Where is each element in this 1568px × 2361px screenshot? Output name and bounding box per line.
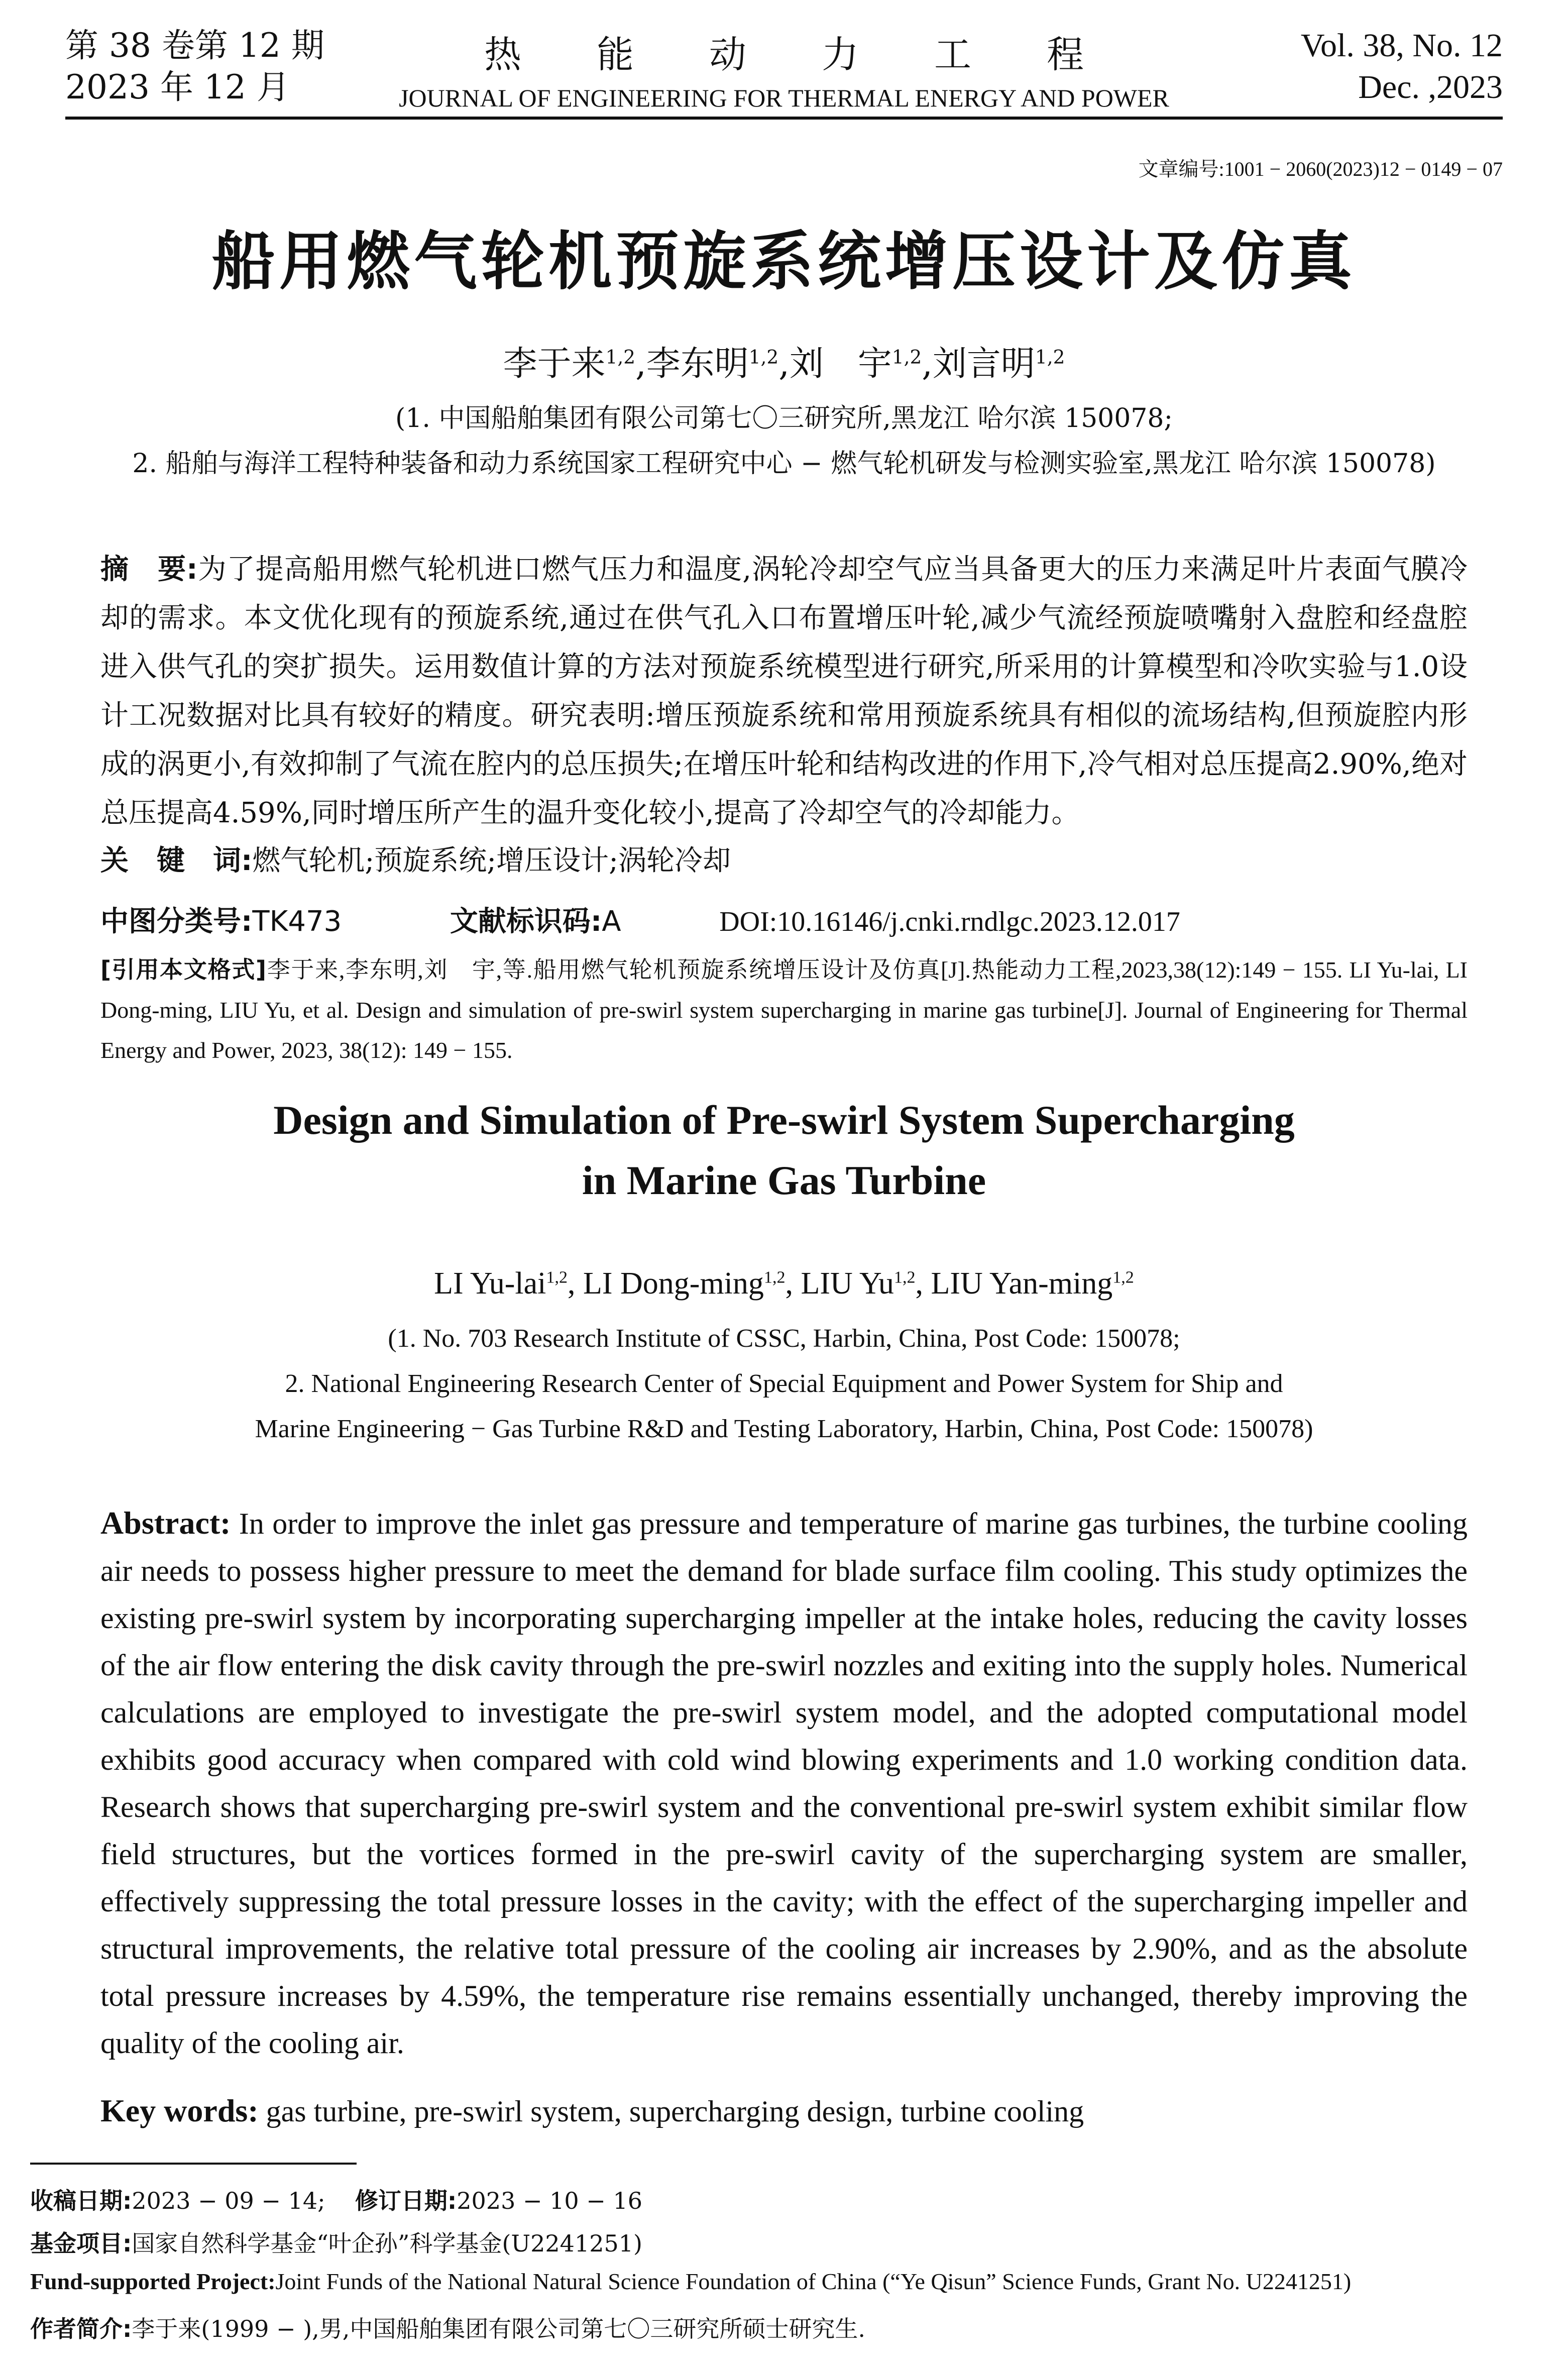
title-en-line-1: Design and Simulation of Pre-swirl System Supercharging — [273, 1097, 1295, 1143]
keywords-cn-text: 燃气轮机;预旋系统;增压设计;涡轮冷却 — [252, 844, 731, 877]
received-value: 2023 − 09 − 14; — [132, 2187, 325, 2214]
footnote-rule — [30, 2163, 357, 2165]
abstract-en-label: Abstract: — [100, 1505, 231, 1541]
header-rule — [65, 117, 1503, 120]
citation-text: 李于来,李东明,刘 宇,等.船用燃气轮机预旋系统增压设计及仿真[J].热能动力工程,2023,38(12):149 − 155. LI Yu-lai, LI Dong-ming, LIU Yu, et al. Design and simulation of pre-swirl system supercharging in marine gas turbine[J]. Journal of Engineering for Thermal Energy and Power, 2023, 38(12): 149 − 155. — [100, 957, 1468, 1063]
volume-issue-en: Vol. 38, No. 12 — [1300, 27, 1503, 64]
fund-cn-label: 基金项目: — [30, 2230, 132, 2257]
author-en: LI Yu-lai$^{1,2}$ — [434, 1266, 568, 1301]
keywords-en-label: Key words: — [100, 2093, 259, 2128]
title-en-line-2: in Marine Gas Turbine — [582, 1157, 986, 1203]
authors-cn: 李于来$^{1,2}$,李东明$^{1,2}$,刘 宇$^{1,2}$,刘言明$^{1,2}$ — [503, 344, 1065, 384]
author-cn: 李东明$^{1,2}$ — [646, 344, 779, 384]
author-cn: 李于来$^{1,2}$ — [503, 344, 636, 384]
fund-en-label: Fund-supported Project: — [30, 2269, 276, 2294]
footnote-dates — [30, 2183, 1537, 2216]
revised-label: 修订日期: — [355, 2187, 457, 2214]
affiliation-cn-1: (1. 中国船舶集团有限公司第七〇三研究所,黑龙江 哈尔滨 150078; — [395, 403, 1173, 434]
affiliation-cn-2: 2. 船舶与海洋工程特种装备和动力系统国家工程研究中心 − 燃气轮机研发与检测实验室,黑龙江 哈尔滨 150078) — [132, 449, 1436, 479]
journal-name-en: JOURNAL OF ENGINEERING FOR THERMAL ENERGY AND POWER — [399, 84, 1169, 112]
affiliation-en-2: 2. National Engineering Research Center of Special Equipment and Power System for Ship and — [285, 1369, 1283, 1398]
date-en: Dec. ,2023 — [1358, 68, 1503, 105]
citation — [100, 949, 1468, 1070]
author-bio-label: 作者简介: — [30, 2315, 132, 2342]
title-cn: 船用燃气轮机预旋系统增压设计及仿真 — [212, 225, 1356, 298]
clc-value: TK473 — [252, 905, 342, 938]
title-en — [0, 1090, 1568, 1211]
footnote-author-bio — [30, 2311, 1537, 2344]
authors-en: LI Yu-lai$^{1,2}$, LI Dong-ming$^{1,2}$, LIU Yu$^{1,2}$, LIU Yan-ming$^{1,2}$ — [434, 1266, 1134, 1301]
citation-label: [引用本文格式] — [100, 956, 267, 983]
keywords-en-text: gas turbine, pre-swirl system, supercharging design, turbine cooling — [266, 2095, 1084, 2128]
doc-label: 文献标识码: — [450, 905, 602, 938]
fund-en-value: Joint Funds of the National Natural Science Foundation of China (“Ye Qisun” Science Funds, Grant No. U2241251) — [275, 2269, 1352, 2294]
abstract-cn-label: 摘 要: — [100, 553, 198, 586]
author-cn: 刘言明$^{1,2}$ — [932, 344, 1065, 384]
author-en: LI Dong-ming$^{1,2}$ — [583, 1266, 786, 1301]
date-cn: 2023 年 12 月 — [65, 67, 290, 106]
author-bio-value: 李于来(1999 − ),男,中国船舶集团有限公司第七〇三研究所硕士研究生. — [132, 2315, 866, 2342]
affiliation-en-3: Marine Engineering − Gas Turbine R&D and Testing Laboratory, Harbin, China, Post Code: 150078) — [255, 1415, 1313, 1443]
keywords-cn-label: 关 键 词: — [100, 844, 253, 877]
keywords-en — [100, 2087, 1468, 2135]
abstract-en — [100, 1499, 1468, 2067]
author-en: LIU Yu$^{1,2}$ — [801, 1266, 916, 1301]
doc-value: A — [602, 905, 621, 938]
doi: DOI:10.16146/j.cnki.rndlgc.2023.12.017 — [719, 906, 1180, 937]
footnote-fund-cn — [30, 2225, 1537, 2259]
fund-cn-value: 国家自然科学基金“叶企孙”科学基金(U2241251) — [132, 2230, 642, 2257]
author-en: LIU Yan-ming$^{1,2}$ — [931, 1266, 1134, 1301]
abstract-en-text: In order to improve the inlet gas pressure and temperature of marine gas turbines, the turbine cooling air needs to possess higher pressure to meet the demand for blade surface film cooling. This study optimizes the existing pre-swirl system by incorporating supercharging impeller at the intake holes, reducing the cavity losses of the air flow entering the disk cavity through the pre-swirl nozzles and exiting into the supply holes. Numerical calculations are employed to investigate the pre-swirl system model, and the adopted computational model exhibits good accuracy when compared with cold wind blowing experiments and 1.0 working condition data. Research shows that supercharging pre-swirl system and the conventional pre-swirl system exhibit similar flow field structures, but the vortices formed in the pre-swirl cavity of the supercharging system are smaller, effectively suppressing the total pressure losses in the cavity; with the effect of the supercharging impeller and structural improvements, the relative total pressure of the cooling air increases by 2.90%, and as the absolute total pressure increases by 4.59%, the temperature rise remains essentially unchanged, thereby improving the quality of the cooling air. — [100, 1507, 1468, 2060]
received-label: 收稿日期: — [30, 2187, 132, 2214]
keywords-cn — [100, 836, 1468, 885]
journal-name-cn: 热能动力工程 — [484, 33, 1159, 76]
footnote-fund-en — [30, 2268, 1537, 2295]
abstract-cn — [100, 545, 1468, 837]
article-number: 文章编号:1001 − 2060(2023)12 − 0149 − 07 — [1138, 158, 1503, 180]
affiliation-en-1: (1. No. 703 Research Institute of CSSC, Harbin, China, Post Code: 150078; — [388, 1324, 1180, 1353]
header-volume-en — [1301, 25, 1503, 108]
abstract-cn-text: 为了提高船用燃气轮机进口燃气压力和温度,涡轮冷却空气应当具备更大的压力来满足叶片表面气膜冷却的需求。本文优化现有的预旋系统,通过在供气孔入口布置增压叶轮,减少气流经预旋喷嘴射入盘腔和经盘腔进入供气孔的突扩损失。运用数值计算的方法对预旋系统模型进行研究,所采用的计算模型和冷吹实验与1.0设计工况数据对比具有较好的精度。研究表明:增压预旋系统和常用预旋系统具有相似的流场结构,但预旋腔内形成的涡更小,有效抑制了气流在腔内的总压损失;在增压叶轮和结构改进的作用下,冷气相对总压提高2.90%,绝对总压提高4.59%,同时增压所产生的温升变化较小,提高了冷却空气的冷却能力。 — [100, 553, 1468, 829]
revised-value: 2023 − 10 − 16 — [457, 2187, 642, 2214]
author-cn: 刘 宇$^{1,2}$ — [789, 344, 922, 384]
clc-label: 中图分类号: — [100, 905, 253, 938]
volume-issue-cn: 第 38 卷第 12 期 — [65, 26, 324, 65]
classification-line — [100, 899, 1468, 939]
